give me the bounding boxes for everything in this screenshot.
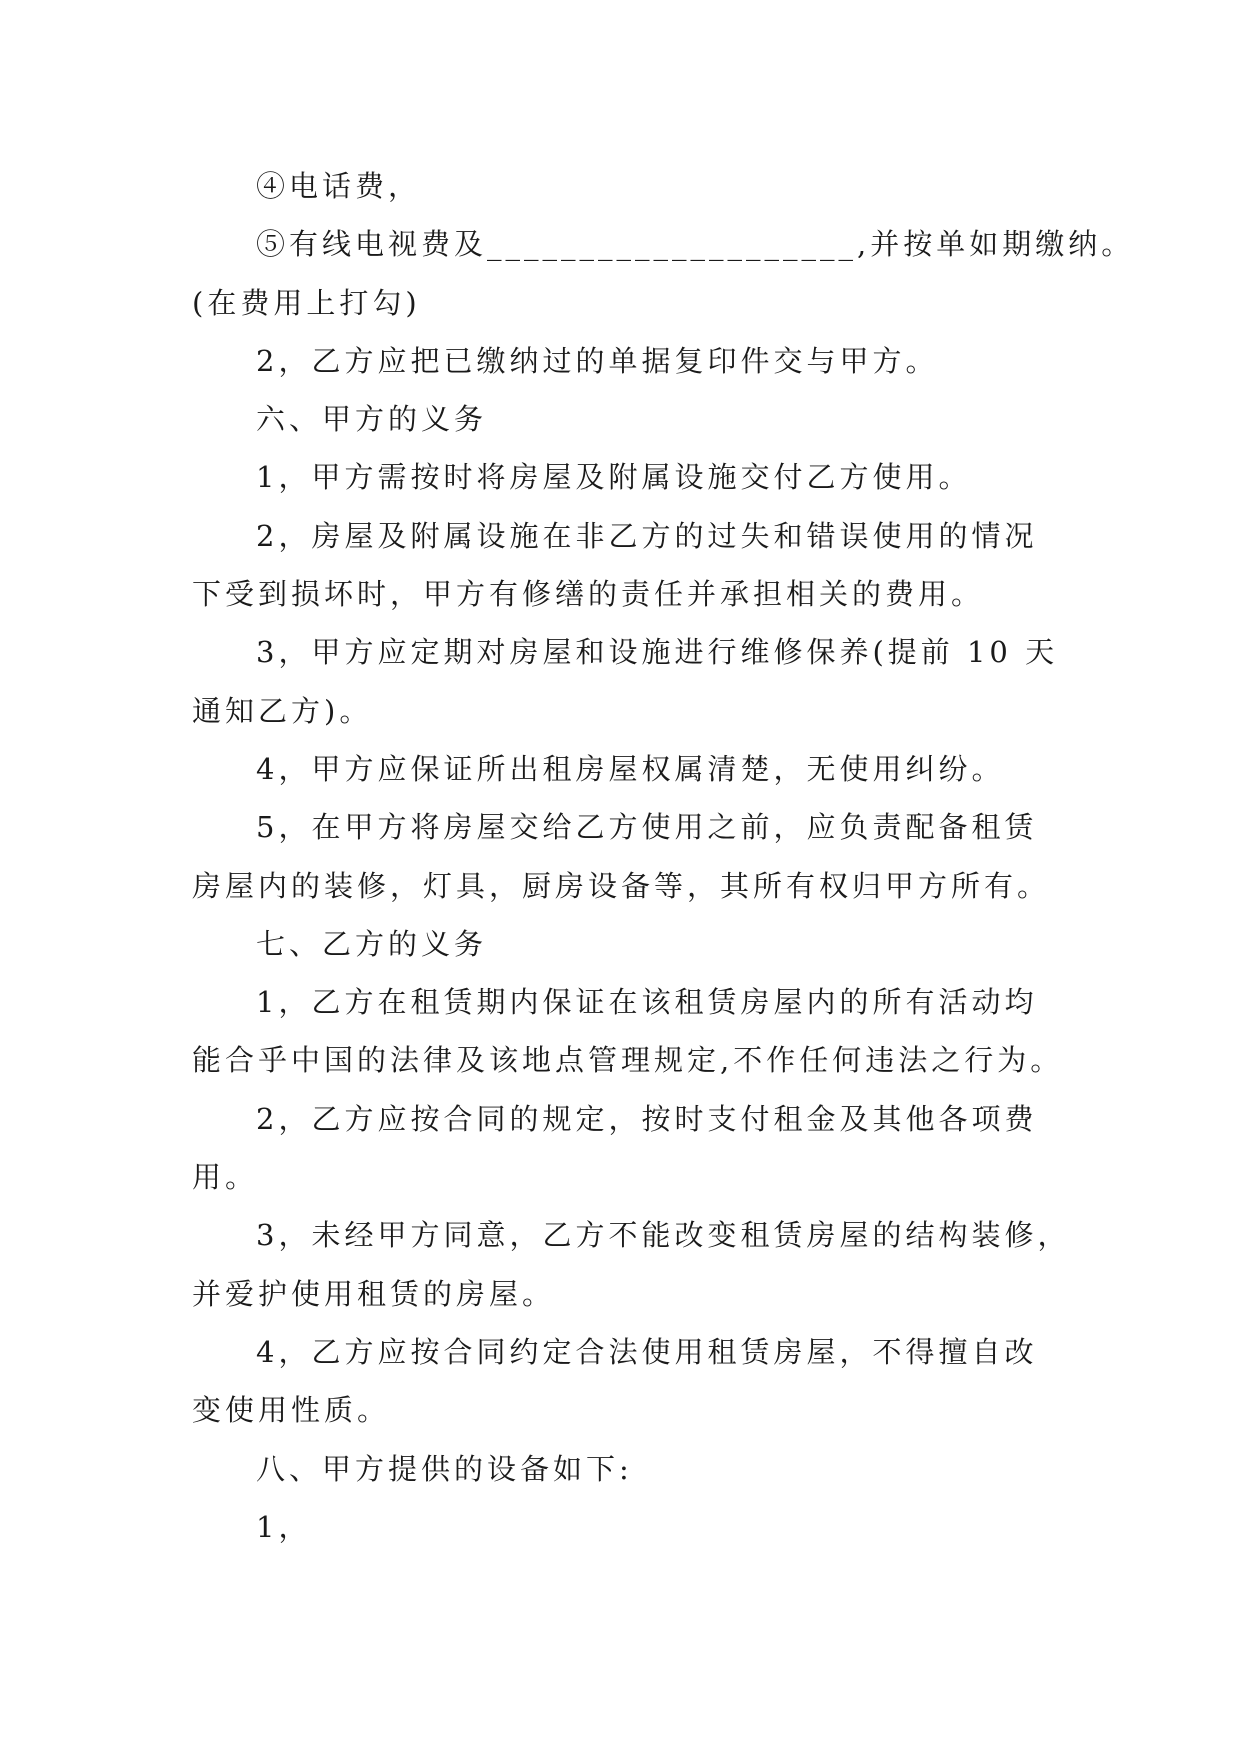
section-heading-equipment: 八、甲方提供的设备如下: <box>256 1451 633 1486</box>
section-heading-party-a-duties: 六、甲方的义务 <box>256 402 488 437</box>
line-b-duty-4a: 4，乙方应按合同约定合法使用租赁房屋，不得擅自改 <box>256 1334 1038 1369</box>
line-b-duty-2b: 用。 <box>192 1160 259 1195</box>
line-check-fee-note: (在费用上打勾) <box>192 285 421 320</box>
line-a-duty-2a: 2，房屋及附属设施在非乙方的过失和错误使用的情况 <box>256 518 1038 553</box>
line-b-duty-1b: 能合乎中国的法律及该地点管理规定,不作任何违法之行为。 <box>192 1043 1064 1078</box>
line-a-duty-1: 1，甲方需按时将房屋及附属设施交付乙方使用。 <box>256 460 972 495</box>
line-b-duty-1a: 1，乙方在租赁期内保证在该租赁房屋内的所有活动均 <box>256 985 1038 1020</box>
line-a-duty-3a: 3，甲方应定期对房屋和设施进行维修保养(提前 10 天 <box>256 635 1059 670</box>
line-a-duty-5a: 5，在甲方将房屋交给乙方使用之前，应负责配备租赁 <box>256 810 1038 845</box>
line-equipment-1: 1， <box>256 1509 312 1544</box>
line-b-duty-3b: 并爱护使用租赁的房屋。 <box>192 1276 556 1311</box>
line-b-duty-2a: 2，乙方应按合同的规定，按时支付租金及其他各项费 <box>256 1101 1038 1136</box>
line-a-duty-2b: 下受到损坏时，甲方有修缮的责任并承担相关的费用。 <box>192 577 985 612</box>
contract-text <box>192 157 1135 1556</box>
line-phone-fee: ④电话费， <box>256 169 422 203</box>
line-a-duty-3b: 通知乙方)。 <box>192 693 373 728</box>
line-a-duty-4: 4，甲方应保证所出租房屋权属清楚，无使用纠纷。 <box>256 751 1005 786</box>
line-a-duty-5b: 房屋内的装修，灯具，厨房设备等，其所有权归甲方所有。 <box>192 868 1051 903</box>
line-b-duty-4b: 变使用性质。 <box>192 1393 391 1428</box>
line-b-duty-3a: 3，未经甲方同意，乙方不能改变租赁房屋的结构装修， <box>256 1218 1071 1253</box>
line-receipt-copy: 2，乙方应把已缴纳过的单据复印件交与甲方。 <box>256 343 939 378</box>
line-cable-tv-fee: ⑤有线电视费及____________________,并按单如期缴纳。 <box>256 227 1135 262</box>
section-heading-party-b-duties: 七、乙方的义务 <box>256 926 488 961</box>
